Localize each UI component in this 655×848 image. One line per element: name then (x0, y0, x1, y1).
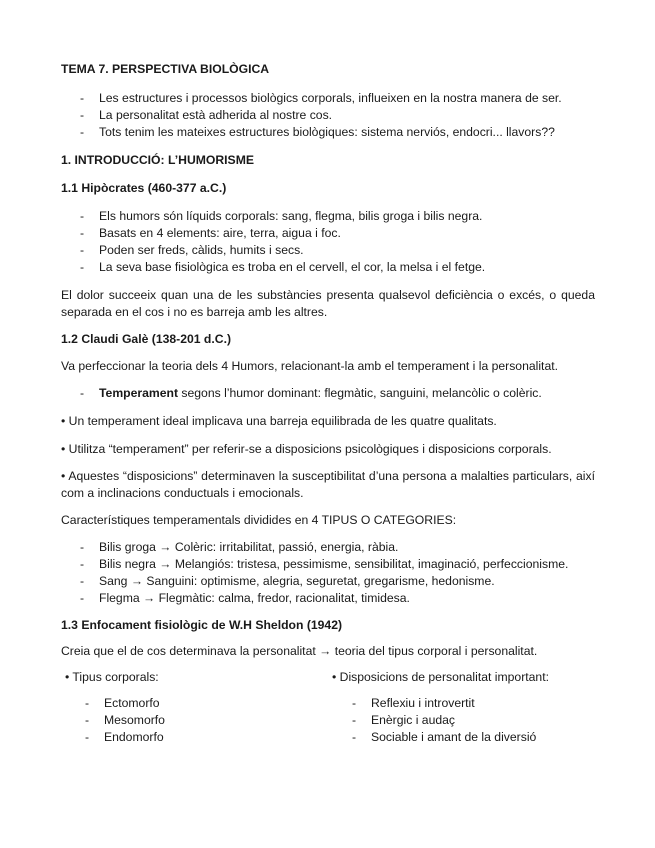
paragraph-sheldon-intro: Creia que el de cos determinava la personalitat → teoria del tipus corporal i personalitat. (61, 644, 538, 659)
point-utilitza: • Utilitza “temperament” per referir-se a disposicions psicològiques i disposicions corporals. (61, 441, 552, 456)
list-item: - Basats en 4 elements: aire, terra, aigua i foc. (61, 225, 595, 242)
list-item: - Endomorfo (61, 729, 328, 746)
section-heading-introduccio: 1. INTRODUCCIÓ: L’HUMORISME (61, 153, 254, 168)
dispositions-list (328, 695, 595, 746)
dispositions-heading: • Disposicions de personalitat important: (332, 669, 549, 684)
list-item: - Mesomorfo (61, 712, 328, 729)
list-item: - Els humors són líquids corporals: sang, flegma, bilis groga i bilis negra. (61, 208, 595, 225)
list-item: - Les estructures i processos biològics corporals, influeixen en la nostra manera de ser. (61, 90, 595, 107)
subsection-heading-sheldon: 1.3 Enfocament fisiològic de W.H Sheldon (1942) (61, 617, 343, 632)
paragraph-dolor: El dolor succeeix quan una de les substàncies presenta qualsevol deficiència o excés, o queda separada en el cos i no es barreja amb les altres. (61, 288, 595, 320)
categories-intro: Característiques temperamentals dividides en 4 TIPUS O CATEGORIES: (61, 513, 457, 528)
page-title: TEMA 7. PERSPECTIVA BIOLÒGICA (61, 62, 270, 76)
list-item: - La personalitat està adherida al nostre cos. (61, 107, 595, 124)
sheldon-columns (61, 669, 595, 746)
list-item: - Ectomorfo (61, 695, 328, 712)
list-item: - Poden ser freds, càlids, humits i secs. (61, 242, 595, 259)
point-disposicions: • Aquestes “disposicions” determinaven la susceptibilitat d’una persona a malalties particulars, així com a inclinacions conductuals i emocionals. (61, 469, 595, 501)
list-item: - Bilis groga → Colèric: irritabilitat, passió, energia, ràbia. (61, 539, 595, 556)
list-item: - Flegma → Flegmàtic: calma, fredor, racionalitat, timidesa. (61, 590, 595, 607)
body-types-column (61, 669, 328, 746)
list-item: - Reflexiu i introvertit (328, 695, 595, 712)
list-item: - Bilis negra → Melangiós: tristesa, pessimisme, sensibilitat, imaginació, perfeccionisme. (61, 556, 595, 573)
list-item (61, 385, 595, 402)
list-item: - Sang → Sanguini: optimisme, alegria, seguretat, gregarisme, hedonisme. (61, 573, 595, 590)
body-types-list (61, 695, 328, 746)
list-item: - Enèrgic i audaç (328, 712, 595, 729)
subsection-heading-hipocrates: 1.1 Hipòcrates (460-377 a.C.) (61, 180, 227, 195)
dispositions-column (328, 669, 595, 746)
intro-list (61, 90, 595, 141)
subsection-heading-gale: 1.2 Claudi Galè (138-201 d.C.) (61, 332, 232, 347)
point-ideal: • Un temperament ideal implicava una barreja equilibrada de les quatre qualitats. (61, 414, 497, 429)
categories-list (61, 539, 595, 607)
list-item: - Sociable i amant de la diversió (328, 729, 595, 746)
list-item: - Tots tenim les mateixes estructures biològiques: sistema nerviós, endocri... llavors?? (61, 124, 595, 141)
temperament-definition: segons l’humor dominant: flegmàtic, sanguini, melancòlic o colèric. (178, 386, 542, 401)
temperament-list (61, 385, 595, 402)
temperament-term: Temperament (99, 386, 179, 401)
hipocrates-list (61, 208, 595, 276)
list-item: - La seva base fisiològica es troba en el cervell, el cor, la melsa i el fetge. (61, 259, 595, 276)
paragraph-gale-intro: Va perfeccionar la teoria dels 4 Humors, relacionant-la amb el temperament i la personalitat. (61, 358, 558, 373)
body-types-heading: • Tipus corporals: (65, 669, 159, 684)
document-page (61, 58, 595, 746)
